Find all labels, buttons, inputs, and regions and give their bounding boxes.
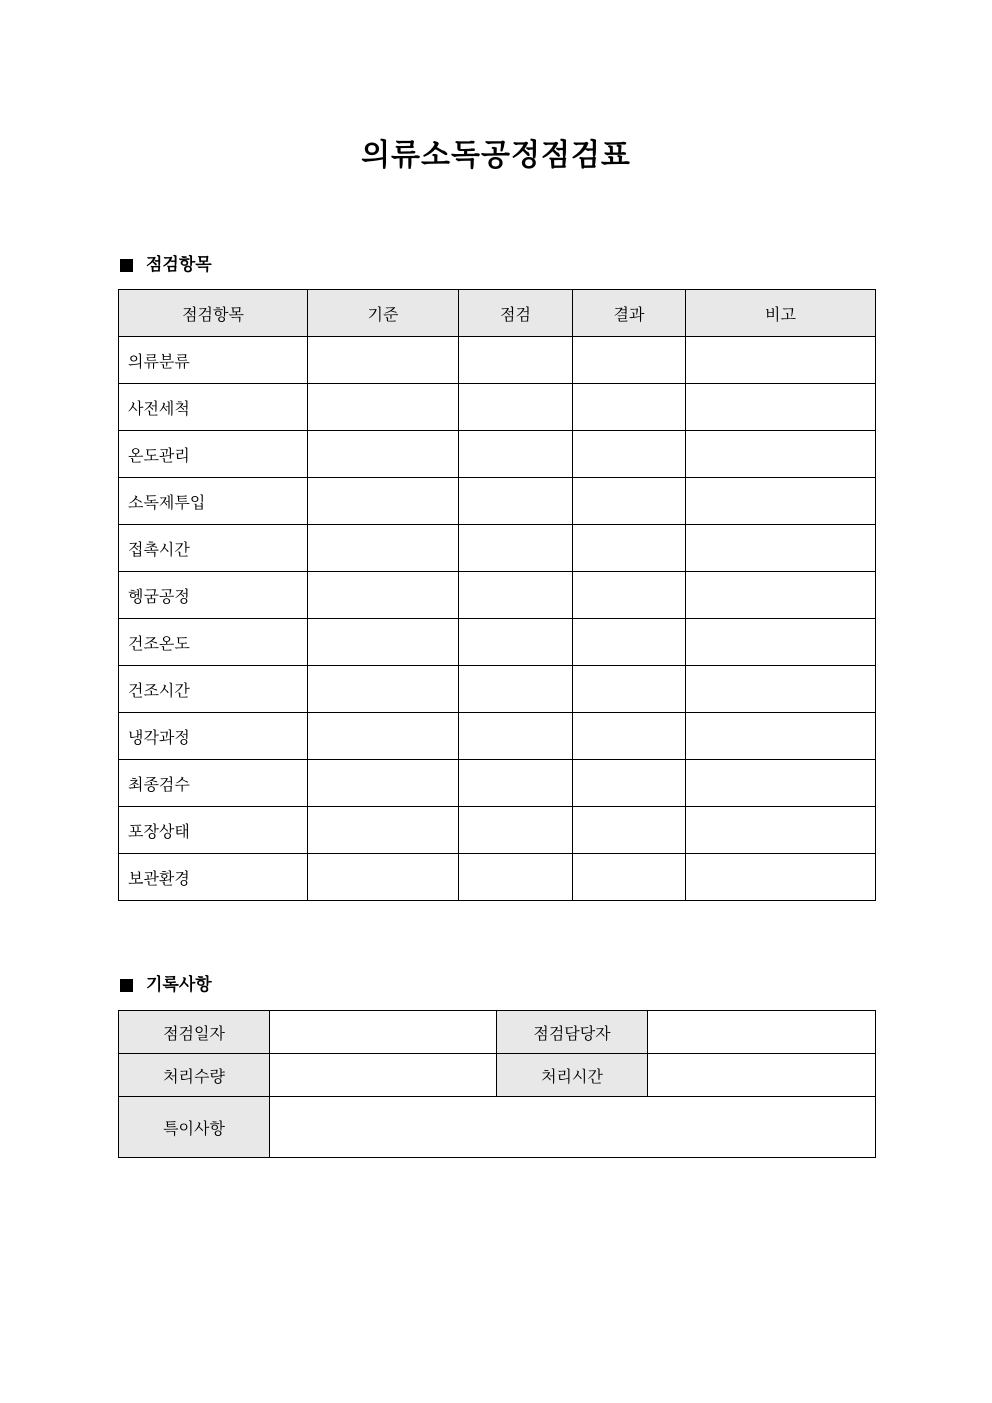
processing-time-label: 처리시간 <box>497 1054 648 1097</box>
check-cell[interactable] <box>459 525 573 572</box>
remarks-cell[interactable] <box>686 478 876 525</box>
result-cell[interactable] <box>573 760 686 807</box>
check-cell[interactable] <box>459 431 573 478</box>
result-cell[interactable] <box>573 619 686 666</box>
check-cell[interactable] <box>459 713 573 760</box>
item-label: 건조온도 <box>119 619 308 666</box>
page-title: 의류소독공정점검표 <box>361 138 631 173</box>
remarks-cell[interactable] <box>686 666 876 713</box>
section-heading-label: 점검항목 <box>146 255 212 275</box>
table-row <box>119 807 876 854</box>
remarks-cell[interactable] <box>686 760 876 807</box>
check-cell[interactable] <box>459 478 573 525</box>
check-cell[interactable] <box>459 760 573 807</box>
inspection-date-label: 점검일자 <box>119 1011 270 1054</box>
square-bullet-icon <box>120 259 133 272</box>
table-row <box>119 431 876 478</box>
remarks-cell[interactable] <box>686 807 876 854</box>
square-bullet-icon <box>120 979 133 992</box>
table-row <box>119 337 876 384</box>
standard-cell[interactable] <box>308 760 459 807</box>
table-row <box>119 854 876 901</box>
result-cell[interactable] <box>573 478 686 525</box>
standard-cell[interactable] <box>308 384 459 431</box>
check-cell[interactable] <box>459 854 573 901</box>
inspection-table <box>118 289 876 901</box>
result-cell[interactable] <box>573 431 686 478</box>
item-label: 보관환경 <box>119 854 308 901</box>
standard-cell[interactable] <box>308 572 459 619</box>
result-cell[interactable] <box>573 525 686 572</box>
record-table <box>118 1010 876 1158</box>
standard-cell[interactable] <box>308 666 459 713</box>
notes-field[interactable] <box>270 1097 876 1158</box>
item-label: 건조시간 <box>119 666 308 713</box>
table-row <box>119 478 876 525</box>
item-label: 냉각과정 <box>119 713 308 760</box>
check-cell[interactable] <box>459 666 573 713</box>
inspector-label: 점검담당자 <box>497 1011 648 1054</box>
standard-cell[interactable] <box>308 619 459 666</box>
check-cell[interactable] <box>459 384 573 431</box>
section-heading-inspection <box>118 254 212 276</box>
item-label: 사전세척 <box>119 384 308 431</box>
check-cell[interactable] <box>459 337 573 384</box>
item-label: 최종검수 <box>119 760 308 807</box>
item-label: 소독제투입 <box>119 478 308 525</box>
result-cell[interactable] <box>573 713 686 760</box>
quantity-label: 처리수량 <box>119 1054 270 1097</box>
quantity-field[interactable] <box>270 1054 497 1097</box>
notes-label: 특이사항 <box>119 1097 270 1158</box>
check-cell[interactable] <box>459 619 573 666</box>
table-row <box>119 713 876 760</box>
item-label: 의류분류 <box>119 337 308 384</box>
standard-cell[interactable] <box>308 807 459 854</box>
table-row <box>119 525 876 572</box>
remarks-cell[interactable] <box>686 384 876 431</box>
remarks-cell[interactable] <box>686 431 876 478</box>
remarks-cell[interactable] <box>686 619 876 666</box>
remarks-cell[interactable] <box>686 337 876 384</box>
column-header-item: 점검항목 <box>119 290 308 337</box>
standard-cell[interactable] <box>308 431 459 478</box>
record-row-quantity <box>119 1054 876 1097</box>
remarks-cell[interactable] <box>686 854 876 901</box>
table-row <box>119 572 876 619</box>
remarks-cell[interactable] <box>686 525 876 572</box>
standard-cell[interactable] <box>308 337 459 384</box>
result-cell[interactable] <box>573 572 686 619</box>
remarks-cell[interactable] <box>686 572 876 619</box>
table-row <box>119 619 876 666</box>
standard-cell[interactable] <box>308 713 459 760</box>
result-cell[interactable] <box>573 807 686 854</box>
remarks-cell[interactable] <box>686 713 876 760</box>
record-row-notes <box>119 1097 876 1158</box>
column-header-standard: 기준 <box>308 290 459 337</box>
table-row <box>119 666 876 713</box>
standard-cell[interactable] <box>308 525 459 572</box>
inspection-date-field[interactable] <box>270 1011 497 1054</box>
result-cell[interactable] <box>573 384 686 431</box>
table-row <box>119 384 876 431</box>
item-label: 접촉시간 <box>119 525 308 572</box>
column-header-remarks: 비고 <box>686 290 876 337</box>
result-cell[interactable] <box>573 854 686 901</box>
check-cell[interactable] <box>459 572 573 619</box>
column-header-result: 결과 <box>573 290 686 337</box>
inspector-field[interactable] <box>648 1011 876 1054</box>
processing-time-field[interactable] <box>648 1054 876 1097</box>
item-label: 헹굼공정 <box>119 572 308 619</box>
check-cell[interactable] <box>459 807 573 854</box>
table-row <box>119 760 876 807</box>
result-cell[interactable] <box>573 666 686 713</box>
table-header-row <box>119 290 876 337</box>
result-cell[interactable] <box>573 337 686 384</box>
column-header-check: 점검 <box>459 290 573 337</box>
record-row-date <box>119 1011 876 1054</box>
item-label: 온도관리 <box>119 431 308 478</box>
section-heading-label: 기록사항 <box>146 975 212 995</box>
section-heading-record <box>118 974 212 996</box>
standard-cell[interactable] <box>308 854 459 901</box>
item-label: 포장상태 <box>119 807 308 854</box>
standard-cell[interactable] <box>308 478 459 525</box>
